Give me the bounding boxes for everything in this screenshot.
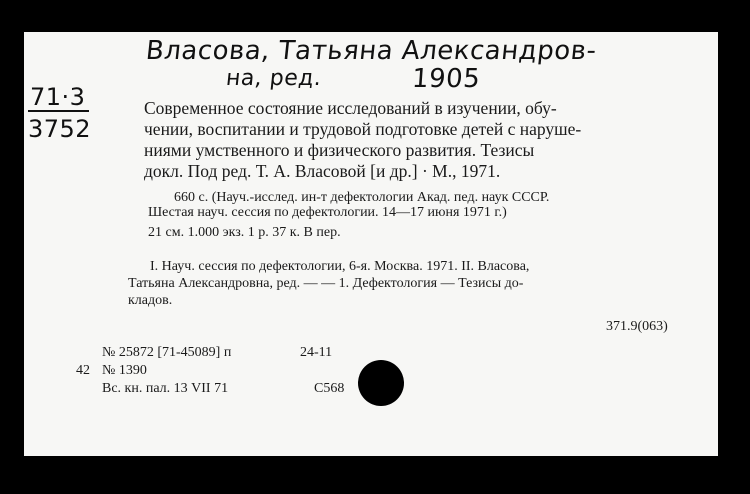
catalog-card (24, 32, 718, 456)
card-number: № 1390 (102, 363, 147, 378)
title-line: Современное состояние исследований в изучении, обу- (144, 98, 557, 118)
tracing-line: кладов. (128, 293, 173, 308)
record-number: № 25872 [71-45089] п (102, 345, 232, 360)
card-prefix: 42 (76, 363, 90, 378)
title-block (144, 98, 684, 182)
title-line: докл. Под ред. Т. А. Власовой [и др.] · М., 1971. (144, 161, 501, 181)
series-line: Шестая науч. сессия по дефектологии. 14—17 июня 1971 г.) (148, 205, 507, 220)
pages-line: 660 с. (Науч.-исслед. ин-т дефектологии Акад. пед. наук СССР. (174, 190, 550, 205)
handwritten-author-line2: на, ред. (224, 66, 323, 91)
physical-description: 21 см. 1.000 экз. 1 р. 37 к. В пер. (148, 225, 341, 240)
chamber-code: С568 (314, 381, 345, 396)
shelf-mark-top: 71·3 (28, 84, 89, 112)
shelf-mark-bottom: 3752 (28, 115, 92, 143)
classification-code: 371.9(063) (606, 319, 668, 334)
book-chamber-line: Вс. кн. пал. 13 VII 71 (102, 381, 229, 396)
title-line: чении, воспитании и трудовой подготовке детей с наруше- (144, 119, 582, 139)
handwritten-year: 1905 (410, 64, 482, 94)
handwritten-author-line1: Власова, Татьяна Александров- (144, 36, 598, 66)
record-code: 24-11 (300, 345, 333, 360)
title-line: ниями умственного и физического развития. Тезисы (144, 140, 535, 160)
tracing-line: Татьяна Александровна, ред. — — 1. Дефектология — Тезисы до- (128, 276, 524, 291)
tracing-line: I. Науч. сессия по дефектологии, 6-я. Москва. 1971. II. Власова, (150, 259, 530, 274)
punch-hole (358, 360, 404, 406)
